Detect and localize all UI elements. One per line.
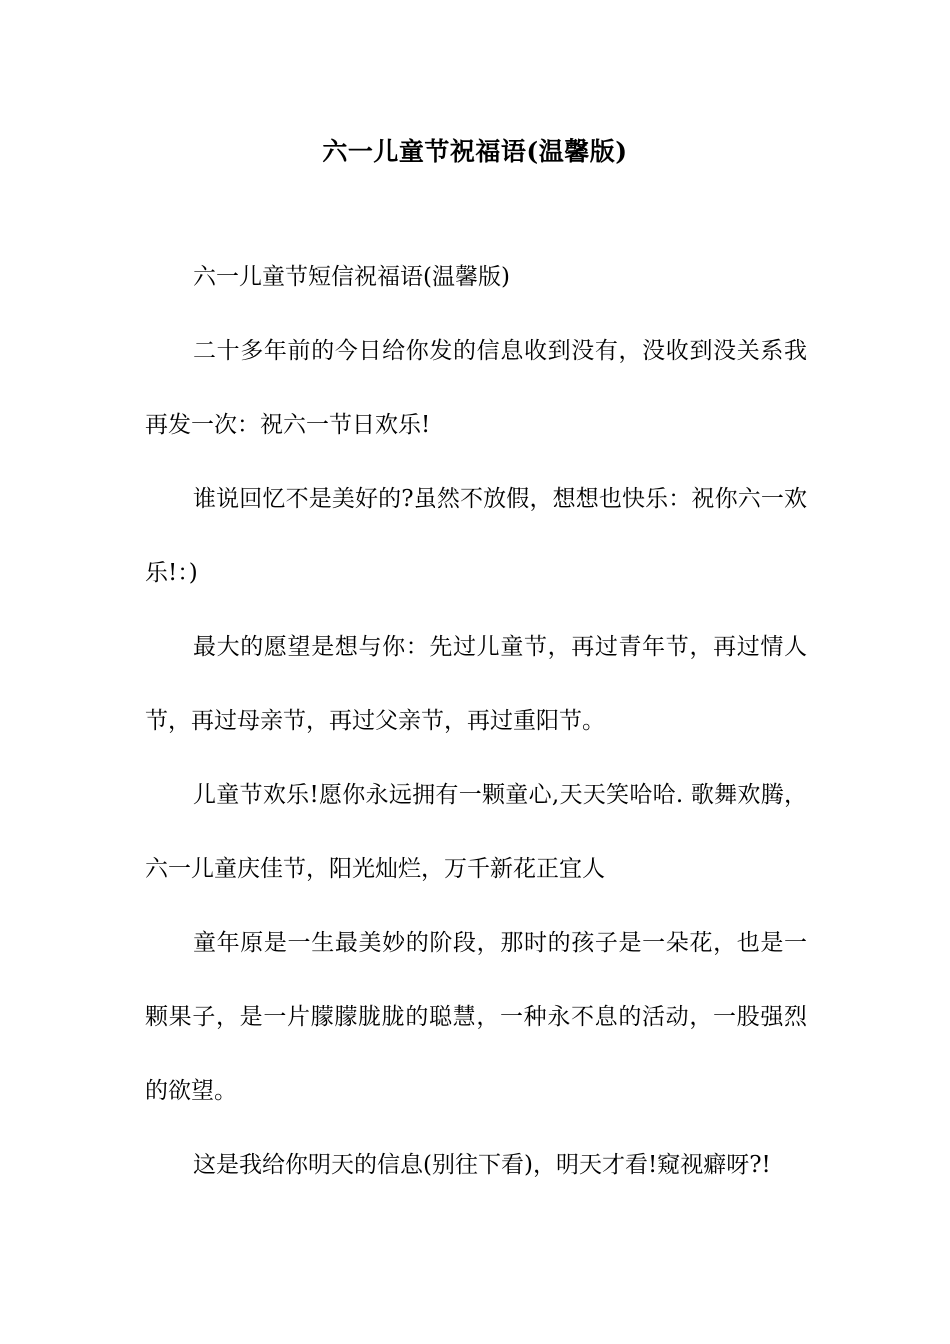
paragraph: 儿童节欢乐!愿你永远拥有一颗童心,天天笑哈哈. 歌舞欢腾，六一儿童庆佳节，阳光灿烂，万千新花正宜人 xyxy=(145,782,807,882)
paragraph: 谁说回忆不是美好的?虽然不放假，想想也快乐：祝你六一欢乐!：) xyxy=(145,486,807,586)
paragraph: 最大的愿望是想与你：先过儿童节，再过青年节，再过情人节，再过母亲节，再过父亲节，再过重阳节。 xyxy=(145,634,807,734)
document-title: 六一儿童节祝福语(温馨版) xyxy=(322,137,628,166)
paragraph: 这是我给你明天的信息(别往下看)，明天才看!窥视癖呀?! xyxy=(193,1152,771,1178)
paragraph: 二十多年前的今日给你发的信息收到没有，没收到没关系我再发一次：祝六一节日欢乐! xyxy=(145,338,807,438)
document-body xyxy=(145,240,807,1202)
paragraph-subtitle: 六一儿童节短信祝福语(温馨版) xyxy=(193,264,510,290)
paragraph: 童年原是一生最美妙的阶段，那时的孩子是一朵花，也是一颗果子，是一片朦朦胧胧的聪慧，一种永不息的活动，一股强烈的欲望。 xyxy=(145,930,807,1104)
